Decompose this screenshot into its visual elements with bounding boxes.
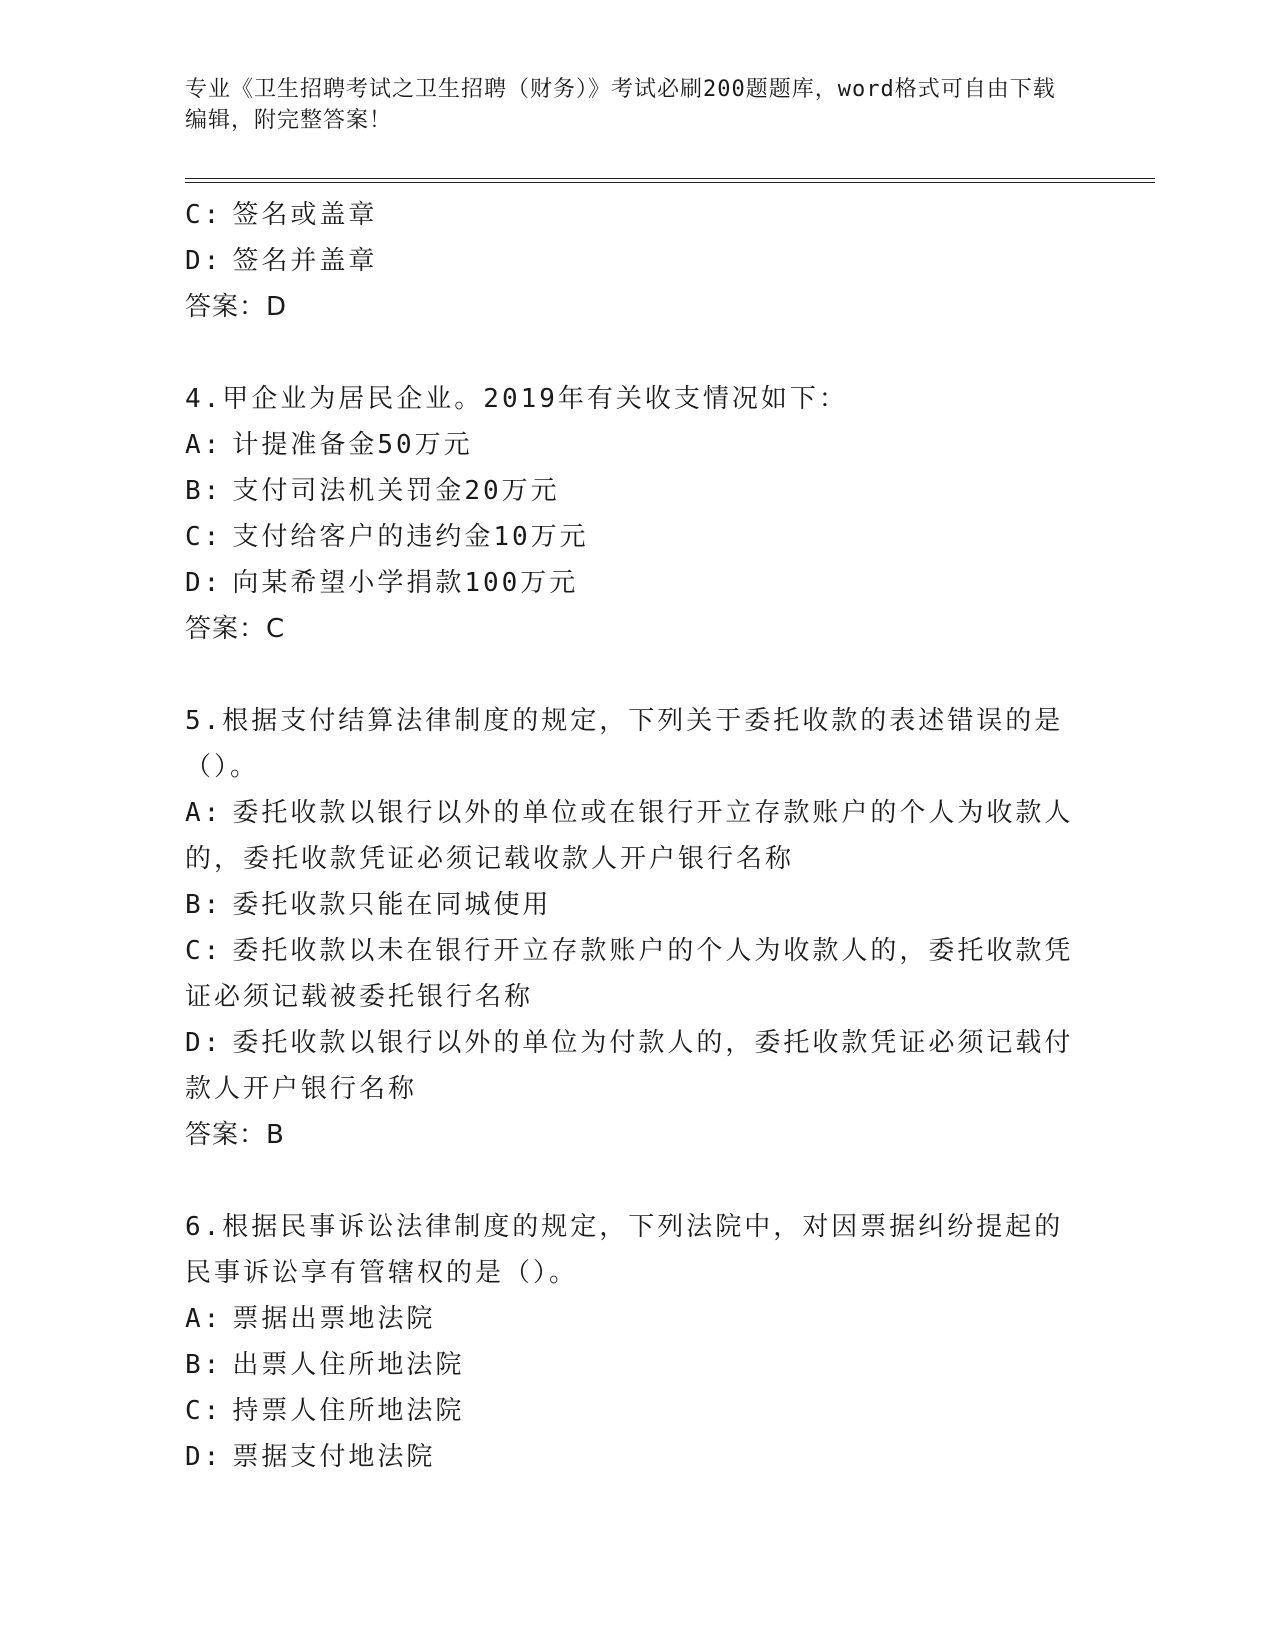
option-a bbox=[185, 422, 1085, 468]
option-text: 出票人住所地法院 bbox=[232, 1350, 465, 1380]
option-text: 向某希望小学捐款100万元 bbox=[232, 568, 579, 598]
question-text: 6.根据民事诉讼法律制度的规定，下列法院中，对因票据纠纷提起的民事诉讼享有管辖权的是（）。 bbox=[185, 1212, 1064, 1288]
option-b bbox=[185, 468, 1085, 514]
option-d bbox=[185, 1434, 1085, 1480]
answer-line: 答案：D bbox=[185, 292, 288, 322]
document-header: 专业《卫生招聘考试之卫生招聘（财务）》考试必刷200题题库，word格式可自由下载编辑，附完整答案！ bbox=[185, 77, 1056, 133]
option-text: 支付司法机关罚金20万元 bbox=[232, 476, 560, 506]
option-d bbox=[185, 560, 1085, 606]
question-block-4 bbox=[185, 376, 1085, 652]
option-text: 签名并盖章 bbox=[232, 246, 378, 276]
option-text: 委托收款以银行以外的单位或在银行开立存款账户的个人为收款人的，委托收款凭证必须记载收款人开户银行名称 bbox=[185, 798, 1074, 874]
header-divider-bottom bbox=[185, 182, 1155, 183]
option-label: D: bbox=[185, 246, 223, 276]
option-b bbox=[185, 882, 1085, 928]
header-divider-top bbox=[185, 178, 1155, 179]
option-label: C: bbox=[185, 936, 223, 966]
question-block-3 bbox=[185, 192, 1085, 330]
option-b bbox=[185, 1342, 1085, 1388]
option-text: 委托收款以未在银行开立存款账户的个人为收款人的，委托收款凭证必须记载被委托银行名称 bbox=[185, 936, 1074, 1012]
spacer bbox=[185, 330, 1085, 376]
option-a bbox=[185, 790, 1085, 882]
option-text: 支付给客户的违约金10万元 bbox=[232, 522, 589, 552]
option-label: D: bbox=[185, 568, 223, 598]
option-label: B: bbox=[185, 1350, 223, 1380]
answer-line: 答案：C bbox=[185, 614, 286, 644]
spacer bbox=[185, 1158, 1085, 1204]
option-label: B: bbox=[185, 890, 223, 920]
answer-line: 答案：B bbox=[185, 1120, 285, 1150]
option-c bbox=[185, 514, 1085, 560]
question-block-6 bbox=[185, 1204, 1085, 1480]
option-d bbox=[185, 1020, 1085, 1112]
option-c bbox=[185, 1388, 1085, 1434]
spacer bbox=[185, 652, 1085, 698]
option-c bbox=[185, 192, 1085, 238]
option-label: A: bbox=[185, 1304, 223, 1334]
question-text: 5.根据支付结算法律制度的规定，下列关于委托收款的表述错误的是（）。 bbox=[185, 706, 1064, 782]
question-text: 4.甲企业为居民企业。2019年有关收支情况如下： bbox=[185, 384, 848, 414]
option-label: C: bbox=[185, 1396, 223, 1426]
option-label: C: bbox=[185, 200, 223, 230]
option-label: D: bbox=[185, 1028, 223, 1058]
option-text: 票据支付地法院 bbox=[232, 1442, 436, 1472]
option-label: D: bbox=[185, 1442, 223, 1472]
option-text: 票据出票地法院 bbox=[232, 1304, 436, 1334]
option-label: A: bbox=[185, 430, 223, 460]
question-block-5 bbox=[185, 698, 1085, 1158]
option-text: 委托收款只能在同城使用 bbox=[232, 890, 552, 920]
option-text: 持票人住所地法院 bbox=[232, 1396, 465, 1426]
option-text: 委托收款以银行以外的单位为付款人的，委托收款凭证必须记载付款人开户银行名称 bbox=[185, 1028, 1074, 1104]
option-label: C: bbox=[185, 522, 223, 552]
option-a bbox=[185, 1296, 1085, 1342]
question-list bbox=[185, 192, 1085, 1480]
option-text: 计提准备金50万元 bbox=[232, 430, 473, 460]
option-text: 签名或盖章 bbox=[232, 200, 378, 230]
option-label: A: bbox=[185, 798, 223, 828]
option-d bbox=[185, 238, 1085, 284]
option-c bbox=[185, 928, 1085, 1020]
option-label: B: bbox=[185, 476, 223, 506]
